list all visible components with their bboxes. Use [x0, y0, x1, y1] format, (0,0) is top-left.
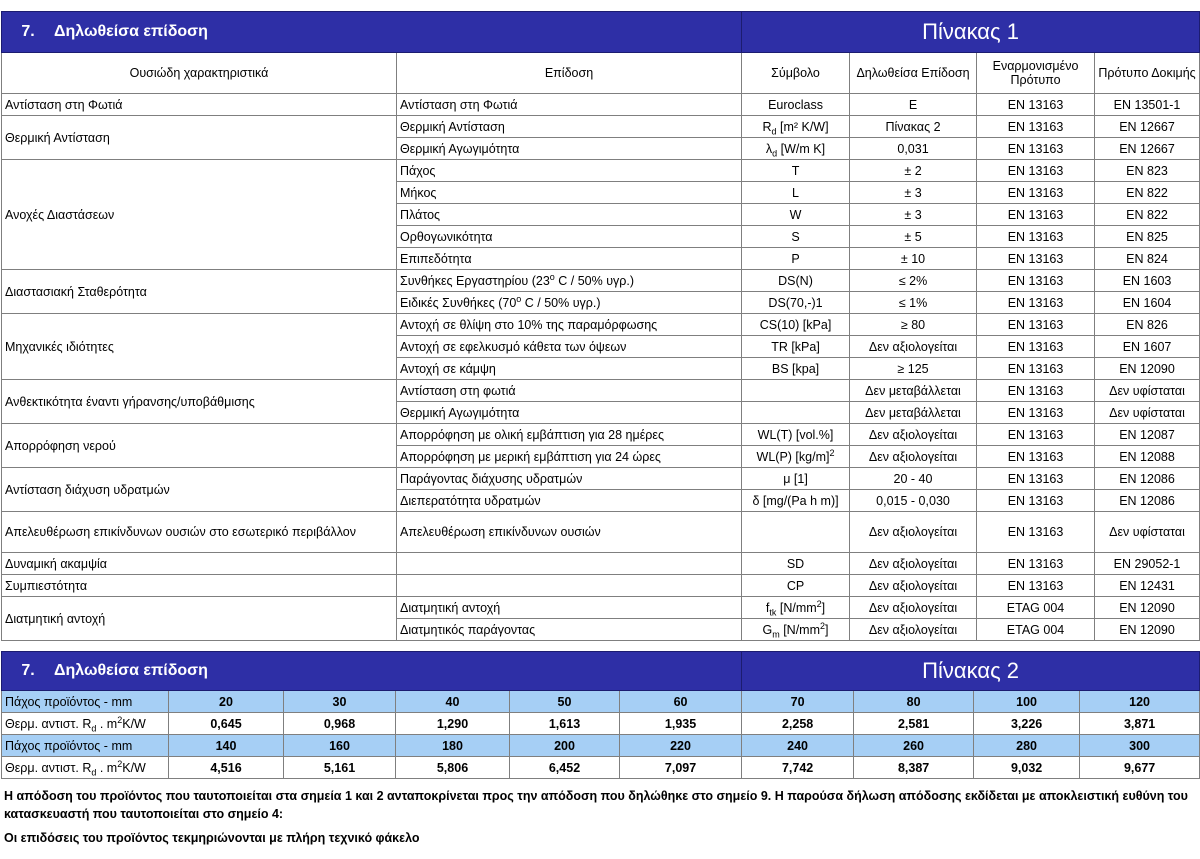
symbol-cell: [742, 597, 850, 619]
symbol-text: T: [791, 163, 800, 178]
table2-header-bar: [2, 652, 1200, 691]
performance-cell: [397, 94, 742, 116]
performance-text: Πλάτος: [400, 207, 441, 222]
standard-cell: EN 13163: [977, 424, 1095, 446]
symbol-sup: 2: [816, 598, 822, 609]
performance-text: Παράγοντας διάχυσης υδρατμών: [400, 471, 583, 486]
symbol-cell: [742, 336, 850, 358]
thickness-value: 300: [1080, 735, 1200, 757]
characteristic-cell: Απορρόφηση νερού: [2, 424, 397, 468]
table-row: [2, 468, 1200, 490]
resistance-value: 9,677: [1080, 757, 1200, 779]
resistance-value: 1,935: [620, 713, 742, 735]
standard-cell: EN 13163: [977, 270, 1095, 292]
symbol-text: f: [765, 600, 770, 615]
characteristic-cell: Αντίσταση στη Φωτιά: [2, 94, 397, 116]
symbol-sub: d: [772, 148, 778, 158]
thickness-value: 20: [169, 691, 284, 713]
declared-cell: ± 3: [850, 204, 977, 226]
section-title: Δηλωθείσα επίδοση: [54, 662, 208, 679]
resistance-row: [2, 713, 1200, 735]
resistance-value: 7,097: [620, 757, 742, 779]
performance-cell: [397, 226, 742, 248]
declared-cell: 0,015 - 0,030: [850, 490, 977, 512]
performance-cell: [397, 468, 742, 490]
declared-cell: 0,031: [850, 138, 977, 160]
declared-cell: Δεν αξιολογείται: [850, 553, 977, 575]
col-header-standard: Εναρμονισμένο Πρότυπο: [977, 53, 1095, 94]
resistance-value: 3,871: [1080, 713, 1200, 735]
performance-cell: [397, 160, 742, 182]
table-row: [2, 512, 1200, 553]
standard-cell: ETAG 004: [977, 619, 1095, 641]
performance-table-2: [1, 651, 1200, 779]
symbol-text: R: [762, 119, 772, 134]
thickness-value: 260: [854, 735, 974, 757]
performance-cell: [397, 270, 742, 292]
thickness-value: 220: [620, 735, 742, 757]
symbol-text: ]: [825, 622, 829, 637]
standard-cell: EN 13163: [977, 446, 1095, 468]
symbol-cell: [742, 248, 850, 270]
resistance-value: 1,290: [396, 713, 510, 735]
thickness-row: [2, 735, 1200, 757]
test-cell: Δεν υφίσταται: [1095, 512, 1200, 553]
characteristic-cell: Απελευθέρωση επικίνδυνων ουσιών στο εσωτερικό περιβάλλον: [2, 512, 397, 553]
col-header-symbol: Σύμβολο: [742, 53, 850, 94]
resistance-value: 6,452: [510, 757, 620, 779]
declared-cell: Δεν αξιολογείται: [850, 446, 977, 468]
symbol-cell: [742, 619, 850, 641]
table-row: [2, 116, 1200, 138]
section-title: Δηλωθείσα επίδοση: [54, 23, 208, 40]
performance-text: Πάχος: [400, 163, 436, 178]
test-cell: EN 826: [1095, 314, 1200, 336]
performance-text: Θερμική Αγωγιμότητα: [400, 405, 520, 420]
symbol-sub: tk: [769, 607, 777, 617]
symbol-sup: 2: [820, 620, 826, 631]
performance-text: C / 50% υγρ.): [554, 273, 635, 288]
test-cell: EN 1604: [1095, 292, 1200, 314]
standard-cell: EN 13163: [977, 94, 1095, 116]
symbol-text: μ [1]: [783, 471, 808, 486]
performance-cell: [397, 512, 742, 553]
symbol-text: ]: [825, 449, 830, 464]
standard-cell: EN 13163: [977, 160, 1095, 182]
performance-cell: [397, 116, 742, 138]
symbol-text: ]: [821, 600, 826, 615]
performance-cell: [397, 314, 742, 336]
thickness-value: 180: [396, 735, 510, 757]
table-row: [2, 94, 1200, 116]
symbol-text: [N/mm: [779, 622, 821, 637]
performance-cell: [397, 446, 742, 468]
standard-cell: EN 13163: [977, 336, 1095, 358]
resistance-label-text: K/W: [122, 760, 146, 775]
thickness-value: 240: [742, 735, 854, 757]
performance-cell: [397, 575, 742, 597]
characteristic-cell: Συμπιεστότητα: [2, 575, 397, 597]
symbol-text: L: [792, 185, 799, 200]
symbol-cell: [742, 575, 850, 597]
performance-text: Αντίσταση στη Φωτιά: [400, 97, 518, 112]
declared-cell: ± 3: [850, 182, 977, 204]
col-header-declared: Δηλωθείσα Επίδοση: [850, 53, 977, 94]
performance-text: Αντοχή σε εφελκυσμό κάθετα των όψεων: [400, 339, 627, 354]
symbol-sub: m: [772, 629, 780, 639]
test-cell: EN 12090: [1095, 597, 1200, 619]
section-number: 7.: [21, 662, 35, 679]
thickness-value: 120: [1080, 691, 1200, 713]
test-cell: EN 12086: [1095, 468, 1200, 490]
standard-cell: EN 13163: [977, 292, 1095, 314]
symbol-cell: [742, 270, 850, 292]
characteristic-cell: Μηχανικές ιδιότητες: [2, 314, 397, 380]
test-cell: EN 12087: [1095, 424, 1200, 446]
resistance-label-sub: d: [91, 723, 97, 733]
thickness-value: 50: [510, 691, 620, 713]
thickness-value: 200: [510, 735, 620, 757]
standard-cell: EN 13163: [977, 575, 1095, 597]
thickness-value: 30: [284, 691, 396, 713]
symbol-text: [m² K/W]: [776, 119, 829, 134]
declared-cell: ± 10: [850, 248, 977, 270]
test-cell: EN 1607: [1095, 336, 1200, 358]
section-number: 7.: [21, 23, 35, 40]
performance-cell: [397, 597, 742, 619]
characteristic-cell: Θερμική Αντίσταση: [2, 116, 397, 160]
standard-cell: EN 13163: [977, 380, 1095, 402]
declared-cell: ≥ 80: [850, 314, 977, 336]
declared-cell: Δεν αξιολογείται: [850, 575, 977, 597]
performance-text: Απορρόφηση με ολική εμβάπτιση για 28 ημέρες: [400, 427, 664, 442]
declared-cell: ≤ 1%: [850, 292, 977, 314]
symbol-text: [N/mm: [776, 600, 817, 615]
col-header-characteristic: Ουσιώδη χαρακτηριστικά: [2, 53, 397, 94]
resistance-label: [2, 713, 169, 735]
declared-cell: Πίνακας 2: [850, 116, 977, 138]
symbol-text: Euroclass: [768, 97, 823, 112]
thickness-value: 80: [854, 691, 974, 713]
test-cell: EN 12431: [1095, 575, 1200, 597]
declared-cell: Δεν αξιολογείται: [850, 597, 977, 619]
resistance-value: 8,387: [854, 757, 974, 779]
notes: [4, 787, 1196, 853]
performance-text: Συνθήκες Εργαστηρίου (23: [400, 273, 550, 288]
characteristic-cell: Δυναμική ακαμψία: [2, 553, 397, 575]
symbol-cell: [742, 138, 850, 160]
resistance-value: 0,968: [284, 713, 396, 735]
test-cell: EN 12667: [1095, 138, 1200, 160]
test-cell: EN 13501-1: [1095, 94, 1200, 116]
symbol-cell: [742, 182, 850, 204]
characteristic-cell: Ανοχές Διαστάσεων: [2, 160, 397, 270]
symbol-cell: [742, 553, 850, 575]
test-cell: EN 12086: [1095, 490, 1200, 512]
test-cell: Δεν υφίσταται: [1095, 380, 1200, 402]
test-cell: EN 825: [1095, 226, 1200, 248]
resistance-label-text: . m: [96, 760, 118, 775]
symbol-cell: [742, 358, 850, 380]
resistance-label: [2, 757, 169, 779]
symbol-text: δ [mg/(Pa h m)]: [752, 493, 839, 508]
resistance-value: 2,258: [742, 713, 854, 735]
symbol-cell: [742, 424, 850, 446]
resistance-label-text: . m: [96, 716, 118, 731]
performance-cell: [397, 424, 742, 446]
table-title: Πίνακας 1: [742, 12, 1200, 53]
table-row: [2, 575, 1200, 597]
test-cell: EN 822: [1095, 204, 1200, 226]
resistance-value: 7,742: [742, 757, 854, 779]
standard-cell: EN 13163: [977, 358, 1095, 380]
symbol-cell: [742, 512, 850, 553]
table-row: [2, 553, 1200, 575]
symbol-sup: 2: [829, 447, 835, 458]
characteristic-cell: Ανθεκτικότητα έναντι γήρανσης/υποβάθμισης: [2, 380, 397, 424]
performance-cell: [397, 402, 742, 424]
note-declaration: Η απόδοση του προϊόντος που ταυτοποιείται στα σημεία 1 και 2 ανταποκρίνεται προς την απόδοση που δηλώθηκε στο σημείο 9. Η παρούσα δήλωση απόδοσης εκδίδεται με αποκλειστική ευθύνη του κατασκευαστή που ταυτοποιείται στο σημείο 4:: [4, 789, 1188, 821]
column-headers: [2, 53, 1200, 94]
symbol-cell: [742, 490, 850, 512]
resistance-value: 2,581: [854, 713, 974, 735]
standard-cell: EN 13163: [977, 553, 1095, 575]
resistance-label-sup: 2: [117, 714, 123, 725]
standard-cell: EN 13163: [977, 226, 1095, 248]
resistance-value: 1,613: [510, 713, 620, 735]
symbol-text: BS [kpa]: [771, 361, 820, 376]
symbol-sub: d: [771, 126, 777, 136]
resistance-label-sub: d: [91, 767, 97, 777]
symbol-text: SD: [786, 556, 805, 571]
symbol-text: WL(T) [vol.%]: [757, 427, 834, 442]
standard-cell: EN 13163: [977, 138, 1095, 160]
thickness-value: 70: [742, 691, 854, 713]
performance-cell: [397, 619, 742, 641]
declared-cell: Δεν αξιολογείται: [850, 512, 977, 553]
test-cell: EN 12090: [1095, 619, 1200, 641]
table-row: [2, 314, 1200, 336]
standard-cell: ETAG 004: [977, 597, 1095, 619]
declared-cell: ± 2: [850, 160, 977, 182]
declared-cell: 20 - 40: [850, 468, 977, 490]
characteristic-cell: Διατμητική αντοχή: [2, 597, 397, 641]
resistance-value: 0,645: [169, 713, 284, 735]
table-row: [2, 270, 1200, 292]
performance-text: Μήκος: [400, 185, 437, 200]
performance-text: Διατμητική αντοχή: [400, 600, 501, 615]
table-title: Πίνακας 2: [742, 652, 1200, 691]
test-cell: EN 12088: [1095, 446, 1200, 468]
declared-cell: ≤ 2%: [850, 270, 977, 292]
declared-cell: Δεν αξιολογείται: [850, 424, 977, 446]
resistance-value: 3,226: [974, 713, 1080, 735]
thickness-value: 40: [396, 691, 510, 713]
performance-text: Διατμητικός παράγοντας: [400, 622, 536, 637]
resistance-label-sup: 2: [117, 758, 123, 769]
resistance-row: [2, 757, 1200, 779]
performance-cell: [397, 292, 742, 314]
resistance-value: 5,161: [284, 757, 396, 779]
thickness-value: 60: [620, 691, 742, 713]
resistance-label-text: Θερμ. αντιστ. R: [5, 760, 92, 775]
standard-cell: EN 13163: [977, 490, 1095, 512]
symbol-text: DS(N): [778, 273, 813, 288]
performance-text: Ειδικές Συνθήκες (70: [400, 295, 517, 310]
thickness-value: 280: [974, 735, 1080, 757]
symbol-text: λ: [765, 141, 773, 156]
standard-cell: EN 13163: [977, 204, 1095, 226]
standard-cell: EN 13163: [977, 468, 1095, 490]
resistance-value: 9,032: [974, 757, 1080, 779]
characteristic-cell: Αντίσταση διάχυση υδρατμών: [2, 468, 397, 512]
performance-text: Επιπεδότητα: [400, 251, 472, 266]
symbol-cell: [742, 226, 850, 248]
test-cell: EN 822: [1095, 182, 1200, 204]
thickness-value: 140: [169, 735, 284, 757]
symbol-text: G: [762, 622, 773, 637]
col-header-test: Πρότυπο Δοκιμής: [1095, 53, 1200, 94]
performance-cell: [397, 138, 742, 160]
performance-text: Αντοχή σε θλίψη στο 10% της παραμόρφωσης: [400, 317, 658, 332]
symbol-text: [W/m K]: [777, 141, 826, 156]
test-cell: EN 12090: [1095, 358, 1200, 380]
symbol-cell: [742, 204, 850, 226]
degree-sup: o: [516, 293, 522, 304]
performance-cell: [397, 358, 742, 380]
performance-cell: [397, 248, 742, 270]
performance-cell: [397, 380, 742, 402]
table-row: [2, 380, 1200, 402]
table-row: [2, 424, 1200, 446]
thickness-value: 160: [284, 735, 396, 757]
declared-cell: ≥ 125: [850, 358, 977, 380]
declared-cell: ± 5: [850, 226, 977, 248]
characteristic-cell: Διαστασιακή Σταθερότητα: [2, 270, 397, 314]
performance-cell: [397, 182, 742, 204]
performance-cell: [397, 490, 742, 512]
performance-text: Θερμική Αγωγιμότητα: [400, 141, 520, 156]
symbol-text: S: [791, 229, 800, 244]
table-row: [2, 597, 1200, 619]
declared-cell: Δεν μεταβάλλεται: [850, 380, 977, 402]
symbol-cell: [742, 380, 850, 402]
performance-table-1: [1, 11, 1200, 641]
standard-cell: EN 13163: [977, 402, 1095, 424]
performance-cell: [397, 204, 742, 226]
resistance-label-text: Θερμ. αντιστ. R: [5, 716, 92, 731]
col-header-performance: Επίδοση: [397, 53, 742, 94]
symbol-text: P: [791, 251, 800, 266]
standard-cell: EN 13163: [977, 512, 1095, 553]
standard-cell: EN 13163: [977, 182, 1095, 204]
thickness-label: Πάχος προϊόντος - mm: [2, 691, 169, 713]
performance-cell: [397, 553, 742, 575]
symbol-cell: [742, 402, 850, 424]
symbol-text: DS(70,-)1: [768, 295, 823, 310]
declared-cell: Δεν αξιολογείται: [850, 619, 977, 641]
test-cell: Δεν υφίσταται: [1095, 402, 1200, 424]
performance-text: Απελευθέρωση επικίνδυνων ουσιών: [400, 525, 601, 539]
thickness-row: [2, 691, 1200, 713]
resistance-value: 4,516: [169, 757, 284, 779]
symbol-cell: [742, 160, 850, 182]
thickness-value: 100: [974, 691, 1080, 713]
symbol-text: TR [kPa]: [771, 339, 820, 354]
symbol-text: CP: [786, 578, 805, 593]
performance-text: Ορθογωνικότητα: [400, 229, 493, 244]
thickness-label: Πάχος προϊόντος - mm: [2, 735, 169, 757]
symbol-cell: [742, 292, 850, 314]
test-cell: EN 29052-1: [1095, 553, 1200, 575]
performance-text: C / 50% υγρ.): [521, 295, 601, 310]
standard-cell: EN 13163: [977, 116, 1095, 138]
symbol-cell: [742, 116, 850, 138]
degree-sup: o: [549, 271, 555, 282]
resistance-label-text: K/W: [122, 716, 146, 731]
test-cell: EN 824: [1095, 248, 1200, 270]
declared-cell: Δεν αξιολογείται: [850, 336, 977, 358]
table-row: [2, 160, 1200, 182]
performance-text: Αντοχή σε κάμψη: [400, 361, 496, 376]
test-cell: EN 1603: [1095, 270, 1200, 292]
declared-cell: Δεν μεταβάλλεται: [850, 402, 977, 424]
symbol-cell: [742, 314, 850, 336]
declared-cell: E: [850, 94, 977, 116]
resistance-value: 5,806: [396, 757, 510, 779]
symbol-cell: [742, 468, 850, 490]
note-documentation: Οι επιδόσεις του προϊόντος τεκμηριώνονται με πλήρη τεχνικό φάκελο: [4, 831, 420, 845]
standard-cell: EN 13163: [977, 248, 1095, 270]
symbol-cell: [742, 94, 850, 116]
symbol-text: CS(10) [kPa]: [759, 317, 832, 332]
performance-text: Θερμική Αντίσταση: [400, 119, 505, 134]
test-cell: EN 12667: [1095, 116, 1200, 138]
symbol-cell: [742, 446, 850, 468]
performance-text: Αντίσταση στη φωτιά: [400, 383, 516, 398]
test-cell: EN 823: [1095, 160, 1200, 182]
performance-text: Διεπερατότητα υδρατμών: [400, 493, 541, 508]
table1-header-bar: [2, 12, 1200, 53]
symbol-text: WL(P) [kg/m: [756, 449, 826, 464]
performance-cell: [397, 336, 742, 358]
standard-cell: EN 13163: [977, 314, 1095, 336]
symbol-text: W: [789, 207, 802, 222]
performance-text: Απορρόφηση με μερική εμβάπτιση για 24 ώρες: [400, 449, 661, 464]
